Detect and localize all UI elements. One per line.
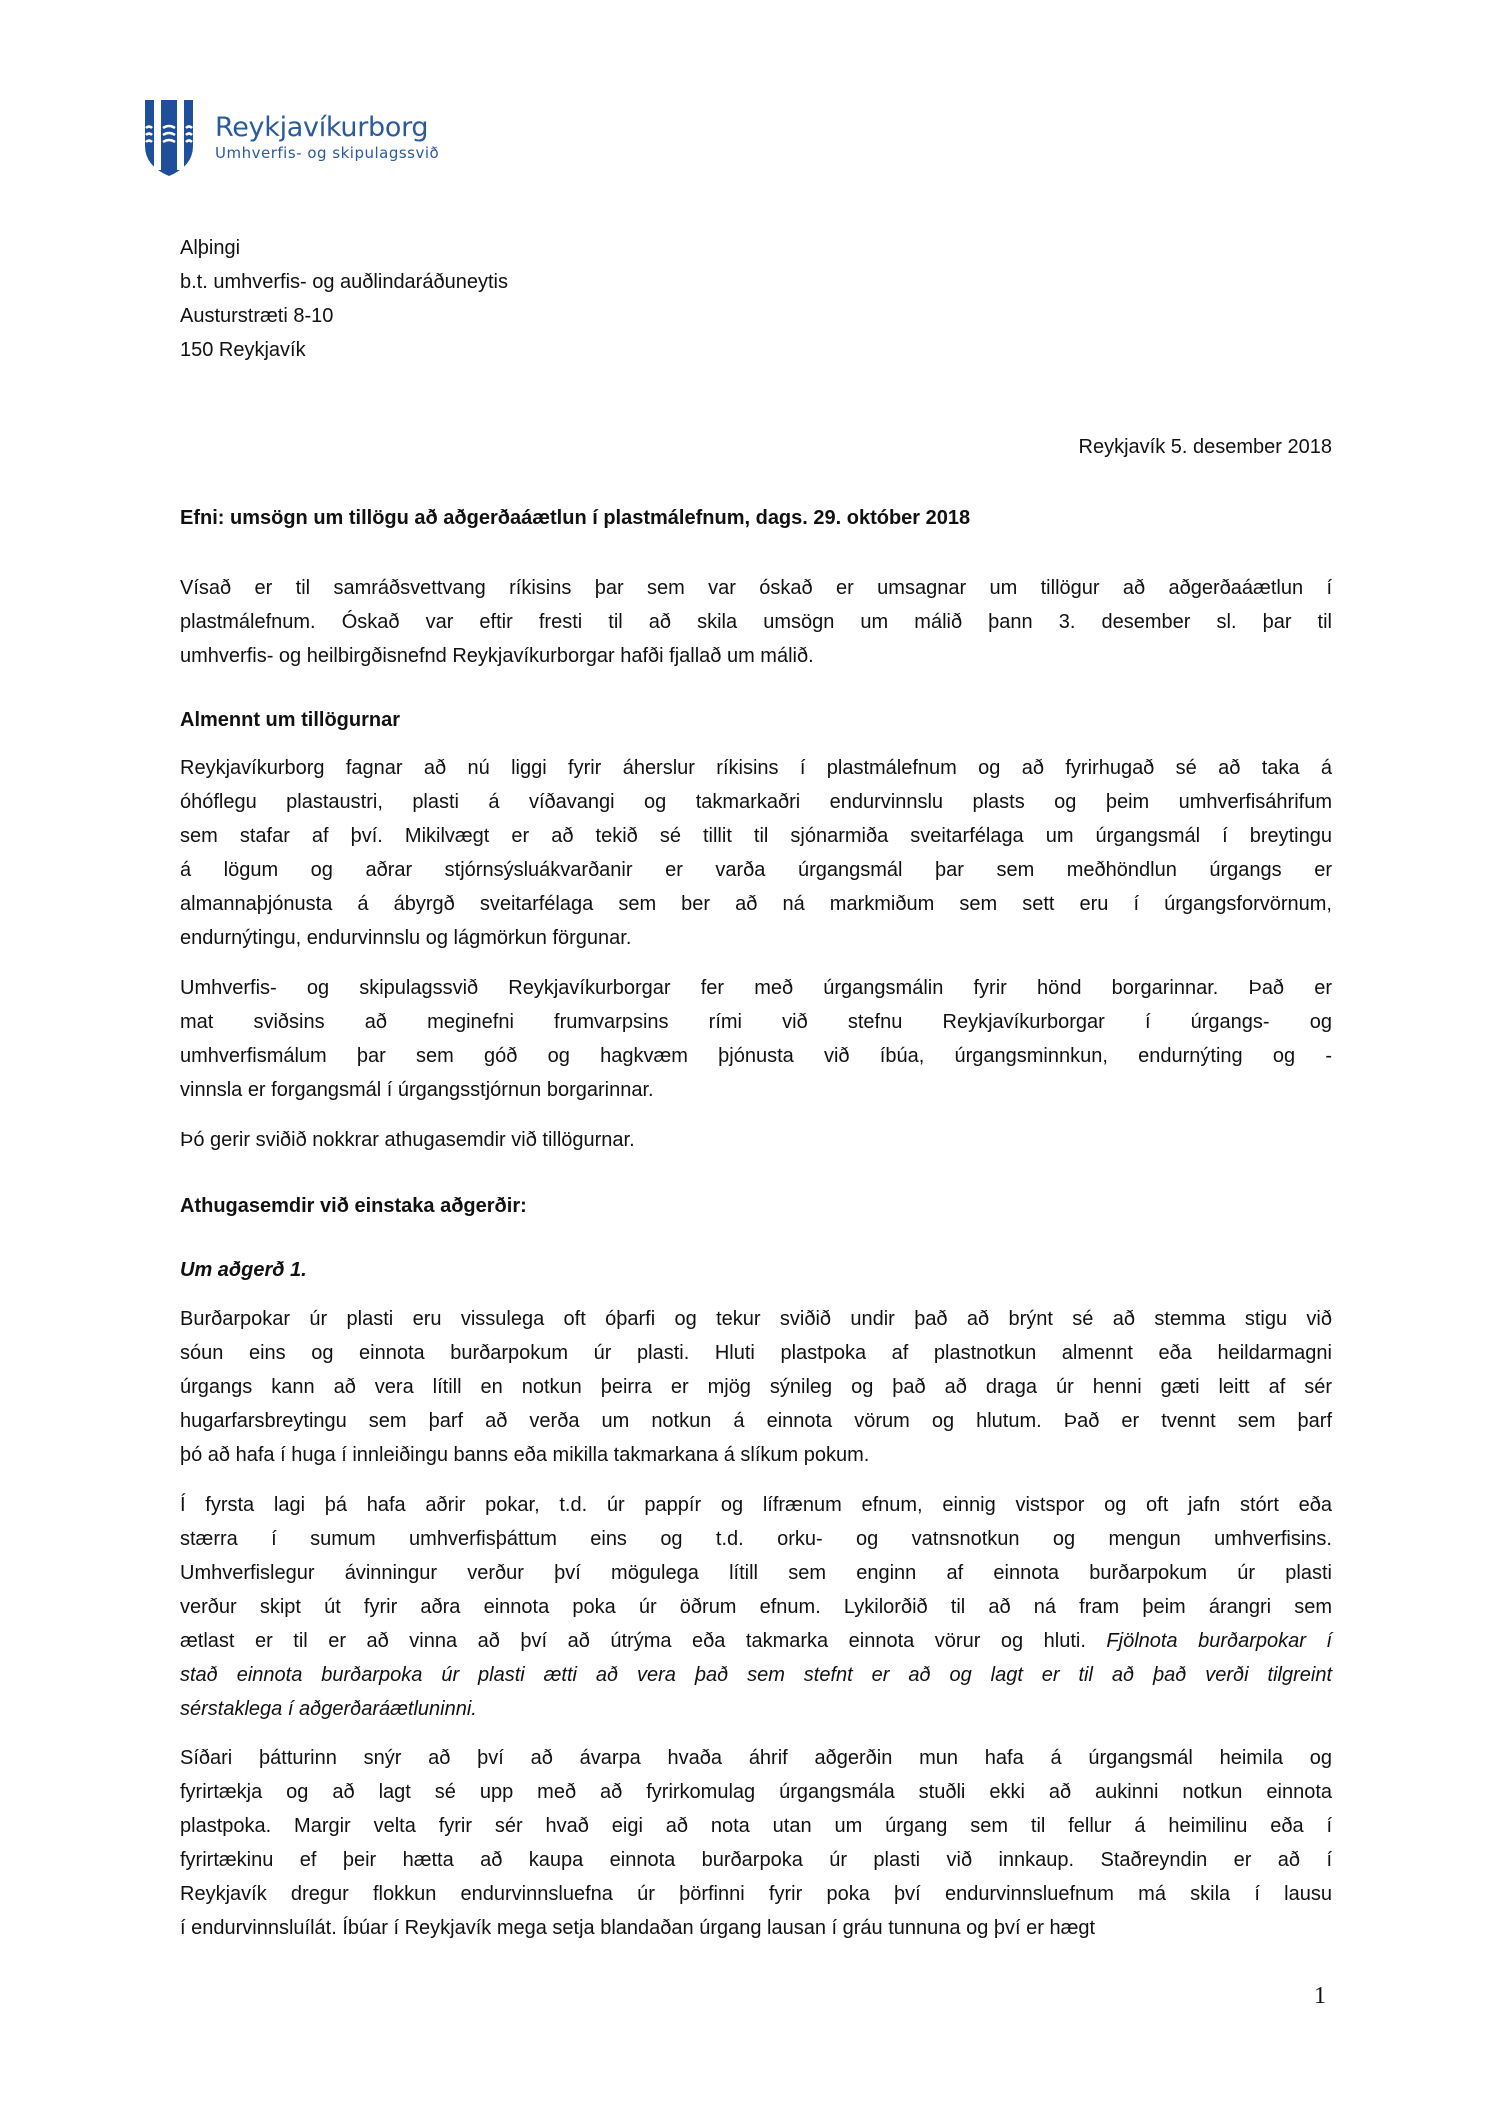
text-segment: í endurvinnsluílát. Íbúar í Reykjavík mega setja blandaðan úrgang lausan í gráu tunnuna og því er hægt xyxy=(180,1917,1096,1939)
text-line xyxy=(180,921,1332,955)
text-line xyxy=(180,1438,1332,1472)
text-line xyxy=(180,751,1332,785)
text-line xyxy=(180,785,1332,819)
text-line xyxy=(180,1253,1332,1287)
paragraph xyxy=(180,971,1332,1107)
text-line xyxy=(180,1658,1332,1692)
text-segment: Um aðgerð 1. xyxy=(180,1259,307,1281)
text-line xyxy=(180,1590,1332,1624)
text-line xyxy=(180,1189,1332,1223)
address-line: b.t. umhverfis- og auðlindaráðuneytis xyxy=(180,271,508,293)
text-line xyxy=(180,1336,1332,1370)
text-segment: úrgangs kann að vera lítill en notkun þeirra er mjög sýnileg og það að draga úr henni gæti leitt af sér xyxy=(180,1376,1332,1398)
logo-name: Reykjavíkurborg xyxy=(215,112,429,143)
text-line xyxy=(180,1556,1332,1590)
text-segment: Vísað er til samráðsvettvang ríkisins þar sem var óskað er umsagnar um tillögur að aðgerðaáætlun í xyxy=(180,577,1332,599)
section-heading xyxy=(180,703,1332,737)
paragraph xyxy=(180,1488,1332,1726)
text-line xyxy=(180,1370,1332,1404)
text-segment: Athugasemdir við einstaka aðgerðir: xyxy=(180,1195,527,1217)
text-segment: Þó gerir sviðið nokkrar athugasemdir við tillögurnar. xyxy=(180,1129,635,1151)
italic-text: sérstaklega í aðgerðaráætluninni. xyxy=(180,1698,477,1720)
text-line xyxy=(180,1911,1332,1945)
text-segment: verður skipt út fyrir aðra einnota poka úr öðrum efnum. Lykilorðið til að ná fram þeim árangri sem xyxy=(180,1596,1332,1618)
text-segment: Umhverfis- og skipulagssvið Reykjavíkurborgar fer með úrgangsmálin fyrir hönd borgarinnar. Það er xyxy=(180,977,1332,999)
text-segment: Reykjavík dregur flokkun endurvinnsluefna úr þörfinni fyrir poka því endurvinnsluefnum má skila í lausu xyxy=(180,1883,1332,1905)
text-segment: almannaþjónusta á ábyrgð sveitarfélaga sem ber að ná markmiðum sem sett eru í úrgangsforvörnum, xyxy=(180,893,1332,915)
text-segment: Í fyrsta lagi þá hafa aðrir pokar, t.d. úr pappír og lífrænum efnum, einnig vistspor og oft jafn stórt eða xyxy=(180,1494,1332,1516)
section-heading xyxy=(180,1189,1332,1223)
paragraph xyxy=(180,571,1332,673)
text-segment: umhverfis- og heilbirgðisnefnd Reykjavíkurborgar hafði fjallað um málið. xyxy=(180,645,814,667)
italic-text: stað einnota burðarpoka úr plasti ætti að vera það sem stefnt er að og lagt er til að það verði tilgreint xyxy=(180,1664,1332,1686)
text-line xyxy=(180,1302,1332,1336)
text-segment: Almennt um tillögurnar xyxy=(180,709,400,731)
text-segment: umhverfismálum þar sem góð og hagkvæm þjónusta við íbúa, úrgangsminnkun, endurnýting og - xyxy=(180,1045,1332,1067)
text-segment: ætlast er til er að vinna að því að útrýma eða takmarka einnota vörur og hluti. xyxy=(180,1630,1107,1652)
paragraph xyxy=(180,1302,1332,1472)
text-line xyxy=(180,1877,1332,1911)
address-line: 150 Reykjavík xyxy=(180,339,306,361)
text-line xyxy=(180,571,1332,605)
text-line xyxy=(180,703,1332,737)
section-heading xyxy=(180,1253,1332,1287)
text-segment: Síðari þátturinn snýr að því að ávarpa hvaða áhrif aðgerðin mun hafa á úrgangsmál heimila og xyxy=(180,1747,1332,1769)
text-line xyxy=(180,819,1332,853)
page-number: 1 xyxy=(1314,1983,1326,2009)
text-line xyxy=(180,1775,1332,1809)
address-line: Austurstræti 8-10 xyxy=(180,305,334,327)
logo xyxy=(143,98,439,178)
text-segment: Reykjavíkurborg fagnar að nú liggi fyrir áherslur ríkisins í plastmálefnum og að fyrirhugað sé að taka á xyxy=(180,757,1332,779)
text-segment: plastpoka. Margir velta fyrir sér hvað eigi að nota utan um úrgang sem til fellur á heimilinu eða í xyxy=(180,1815,1332,1837)
text-line xyxy=(180,1741,1332,1775)
text-line xyxy=(180,971,1332,1005)
recipient-address xyxy=(180,231,1332,367)
text-line xyxy=(180,1843,1332,1877)
text-segment: á lögum og aðrar stjórnsýsluákvarðanir er varða úrgangsmál þar sem meðhöndlun úrgangs er xyxy=(180,859,1332,881)
paragraph xyxy=(180,751,1332,955)
reykjavik-coat-of-arms-icon xyxy=(143,98,195,178)
text-line xyxy=(180,1123,1332,1157)
text-segment: óhóflegu plastaustri, plasti á víðavangi og takmarkaðri endurvinnslu plasts og þeim umhverfisáhrifum xyxy=(180,791,1332,813)
paragraph xyxy=(180,1123,1332,1157)
text-segment: vinnsla er forgangsmál í úrgangsstjórnun borgarinnar. xyxy=(180,1079,654,1101)
text-segment: stærra í sumum umhverfisþáttum eins og t.d. orku- og vatnsnotkun og mengun umhverfisins. xyxy=(180,1528,1332,1550)
text-segment: Burðarpokar úr plasti eru vissulega oft óþarfi og tekur sviðið undir það að brýnt sé að stemma stigu við xyxy=(180,1308,1332,1330)
text-line xyxy=(180,1624,1332,1658)
text-line xyxy=(180,639,1332,673)
text-line xyxy=(180,605,1332,639)
text-line xyxy=(180,1039,1332,1073)
text-line xyxy=(180,853,1332,887)
address-line: Alþingi xyxy=(180,237,241,259)
text-line xyxy=(180,1488,1332,1522)
text-segment: plastmálefnum. Óskað var eftir fresti til að skila umsögn um málið þann 3. desember sl. þar til xyxy=(180,611,1332,633)
text-segment: fyrirtækja og að lagt sé upp með að fyrirkomulag úrgangsmála stuðli ekki að aukinni notkun einnota xyxy=(180,1781,1332,1803)
text-line xyxy=(180,1809,1332,1843)
text-segment: hugarfarsbreytingu sem þarf að verða um notkun á einnota vörum og hlutum. Það er tvennt sem þarf xyxy=(180,1410,1332,1432)
paragraph xyxy=(180,1741,1332,1945)
text-segment: mat sviðsins að meginefni frumvarpsins rími við stefnu Reykjavíkurborgar í úrgangs- og xyxy=(180,1011,1332,1033)
text-line xyxy=(180,1073,1332,1107)
text-segment: sóun eins og einnota burðarpokum úr plasti. Hluti plastpoka af plastnotkun almennt eða heildarmagni xyxy=(180,1342,1332,1364)
text-segment: sem stafar af því. Mikilvægt er að tekið sé tillit til sjónarmiða sveitarfélaga um úrgangsmál í breytingu xyxy=(180,825,1332,847)
text-segment: þó að hafa í huga í innleiðingu banns eða mikilla takmarkana á slíkum pokum. xyxy=(180,1444,870,1466)
text-segment: Umhverfislegur ávinningur verður því mögulega lítill sem enginn af einnota burðarpokum úr plasti xyxy=(180,1562,1332,1584)
text-line xyxy=(180,1522,1332,1556)
text-line xyxy=(180,887,1332,921)
text-segment: fyrirtækinu ef þeir hætta að kaupa einnota burðarpoka úr plasti við innkaup. Staðreyndin er að í xyxy=(180,1849,1332,1871)
letter-date: Reykjavík 5. desember 2018 xyxy=(1078,436,1332,458)
text-line xyxy=(180,1692,1332,1726)
text-segment: endurnýtingu, endurvinnslu og lágmörkun förgunar. xyxy=(180,927,632,949)
subject-line: Efni: umsögn um tillögu að aðgerðaáætlun í plastmálefnum, dags. 29. október 2018 xyxy=(180,507,971,529)
logo-subtitle: Umhverfis- og skipulagssvið xyxy=(215,144,440,162)
text-line xyxy=(180,1404,1332,1438)
italic-text: Fjölnota burðarpokar í xyxy=(1106,1630,1332,1652)
text-line xyxy=(180,1005,1332,1039)
